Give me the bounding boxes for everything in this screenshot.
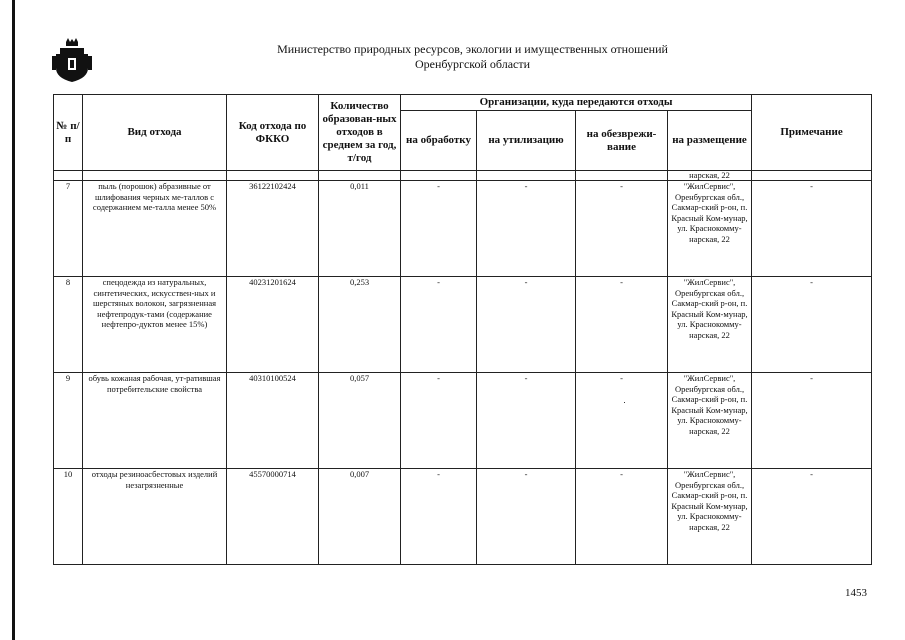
cell-code: 45570000714 (227, 469, 319, 565)
cell-utilization: - (477, 277, 576, 373)
cell-placement: "ЖилСервис", Оренбургская обл., Сакмар-ский р-он, п. Красный Ком-мунар, ул. Краснокомму-нарская, 22 (668, 181, 752, 277)
table-row (54, 277, 872, 373)
cell-neutralization: - (576, 373, 668, 469)
scan-edge-bar (12, 0, 15, 640)
cell-neutralization: - (576, 469, 668, 565)
continuation-cell: нарская, 22 (668, 171, 752, 181)
cell-num: 9 (54, 373, 83, 469)
cell-note: - (752, 373, 872, 469)
cell-code: 40231201624 (227, 277, 319, 373)
col-header-neutralization: на обезврежи-вание (576, 111, 668, 171)
cell-qty: 0,007 (319, 469, 401, 565)
table-row (54, 373, 872, 469)
document-header (200, 42, 745, 72)
cell-note: - (752, 277, 872, 373)
cell-qty: 0,253 (319, 277, 401, 373)
coat-of-arms-icon (52, 38, 92, 82)
cell-type: пыль (порошок) абразивные от шлифования черных ме-таллов с содержанием ме-талла менее 50% (83, 181, 227, 277)
col-header-type: Вид отхода (83, 95, 227, 171)
cell-placement: "ЖилСервис", Оренбургская обл., Сакмар-ский р-он, п. Красный Ком-мунар, ул. Краснокомму-нарская, 22 (668, 469, 752, 565)
cell-processing: - (401, 277, 477, 373)
col-header-orgs-group: Организации, куда передаются отходы (401, 95, 752, 111)
col-header-utilization: на утилизацию (477, 111, 576, 171)
cell-qty: 0,057 (319, 373, 401, 469)
cell-neutralization: - (576, 181, 668, 277)
cell-type: отходы резиноасбестовых изделий незагрязненные (83, 469, 227, 565)
cell-placement: "ЖилСервис", Оренбургская обл., Сакмар-ский р-он, п. Красный Ком-мунар, ул. Краснокомму-нарская, 22 (668, 373, 752, 469)
cell-neutralization: - (576, 277, 668, 373)
col-header-placement: на размещение (668, 111, 752, 171)
cell-note: - (752, 469, 872, 565)
continuation-row (54, 171, 872, 181)
cell-utilization: - (477, 373, 576, 469)
table-row (54, 469, 872, 565)
cell-utilization: - (477, 181, 576, 277)
cell-processing: - (401, 469, 477, 565)
cell-num: 10 (54, 469, 83, 565)
col-header-note: Примечание (752, 95, 872, 171)
cell-num: 8 (54, 277, 83, 373)
cell-processing: - (401, 181, 477, 277)
cell-type: обувь кожаная рабочая, ут-ратившая потребительские свойства (83, 373, 227, 469)
table-row (54, 181, 872, 277)
waste-table (53, 94, 872, 565)
scan-speck (624, 402, 625, 403)
cell-qty: 0,011 (319, 181, 401, 277)
cell-code: 36122102424 (227, 181, 319, 277)
col-header-processing: на обработку (401, 111, 477, 171)
cell-processing: - (401, 373, 477, 469)
page-number: 1453 (845, 587, 867, 599)
cell-num: 7 (54, 181, 83, 277)
cell-type: спецодежда из натуральных, синтетических, искусствен-ных и шерстяных волокон, загрязненная нефтепродук-тами (содержание нефтепро-дуктов менее 15%) (83, 277, 227, 373)
cell-placement: "ЖилСервис", Оренбургская обл., Сакмар-ский р-он, п. Красный Ком-мунар, ул. Краснокомму-нарская, 22 (668, 277, 752, 373)
header-line-2: Оренбургской области (414, 57, 531, 71)
cell-utilization: - (477, 469, 576, 565)
col-header-code: Код отхода по ФККО (227, 95, 319, 171)
col-header-num: № п/п (54, 95, 83, 171)
col-header-qty: Количество образован-ных отходов в среднем за год, т/год (319, 95, 401, 171)
header-line-1: Министерство природных ресурсов, экологии и имущественных отношений (277, 42, 668, 56)
cell-code: 40310100524 (227, 373, 319, 469)
cell-note: - (752, 181, 872, 277)
